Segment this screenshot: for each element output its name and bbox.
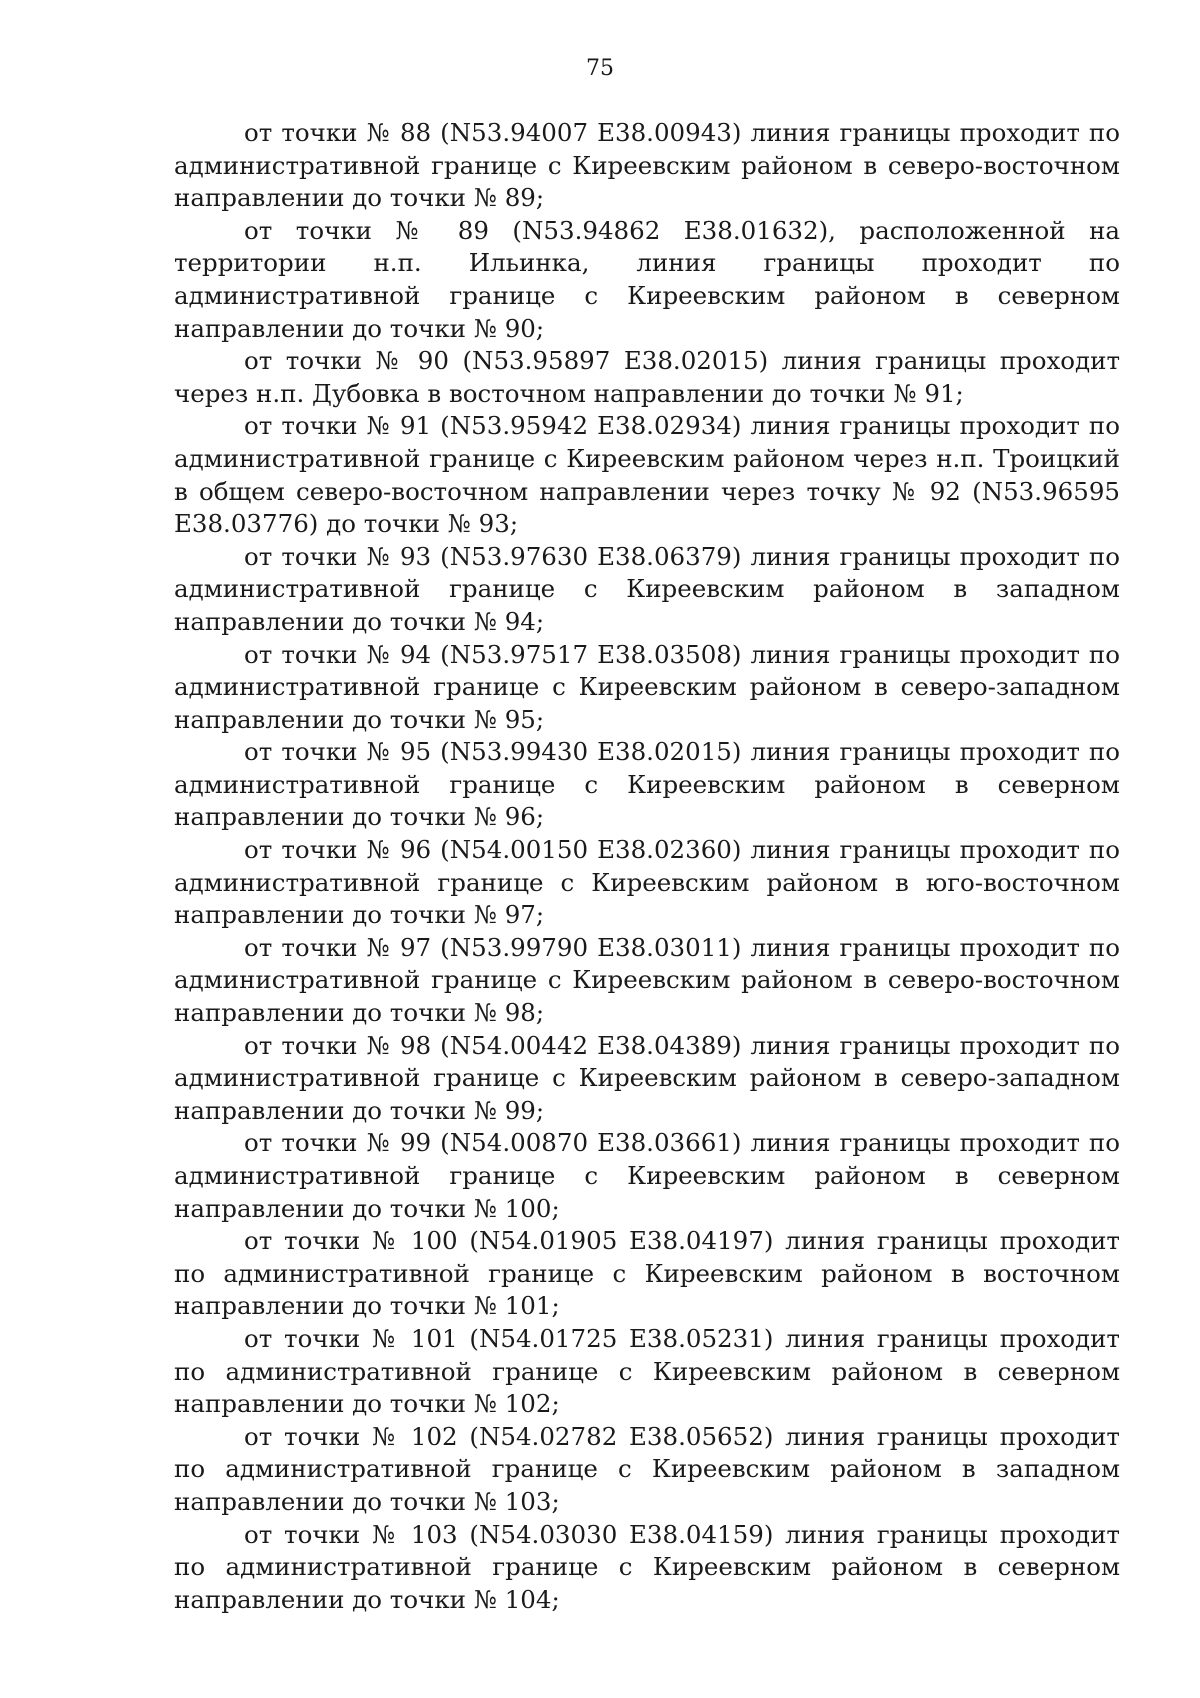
paragraph-point-98: от точки № 98 (N54.00442 E38.04389) линия границы проходит по административной границе с Киреевским районом в северо-западном направлении до точки № 99; bbox=[174, 1030, 1120, 1125]
paragraph-point-93: от точки № 93 (N53.97630 E38.06379) линия границы проходит по административной границе с Киреевским районом в западном направлении до точки № 94; bbox=[174, 541, 1120, 636]
paragraph-point-94: от точки № 94 (N53.97517 E38.03508) линия границы проходит по административной границе с Киреевским районом в северо-западном направлении до точки № 95; bbox=[174, 639, 1120, 734]
paragraph-point-90: от точки № 90 (N53.95897 E38.02015) линия границы проходит через н.п. Дубовка в восточном направлении до точки № 91; bbox=[174, 346, 1120, 408]
paragraph-point-103: от точки № 103 (N54.03030 E38.04159) линия границы проходит по административной границе с Киреевским районом в северном направлении до точки № 104; bbox=[174, 1519, 1120, 1614]
document-body bbox=[174, 117, 1120, 1616]
paragraph-point-101: от точки № 101 (N54.01725 E38.05231) линия границы проходит по административной границе с Киреевским районом в северном направлении до точки № 102; bbox=[174, 1323, 1120, 1419]
paragraph-point-99: от точки № 99 (N54.00870 E38.03661) линия границы проходит по административной границе с Киреевским районом в северном направлении до точки № 100; bbox=[174, 1128, 1120, 1223]
paragraph-point-91: от точки № 91 (N53.95942 E38.02934) линия границы проходит по административной границе с Киреевским районом через н.п. Троицкий в общем северо-восточном направлении через точку № 92 (N53.96595 E38.03776) до точки № 93; bbox=[174, 411, 1120, 539]
paragraph-point-96: от точки № 96 (N54.00150 E38.02360) линия границы проходит по административной границе с Киреевским районом в юго-восточном направлении до точки № 97; bbox=[174, 835, 1120, 930]
page-number: 75 bbox=[586, 56, 614, 81]
paragraph-point-95: от точки № 95 (N53.99430 E38.02015) линия границы проходит по административной границе с Киреевским районом в северном направлении до точки № 96; bbox=[174, 737, 1120, 832]
paragraph-point-97: от точки № 97 (N53.99790 E38.03011) линия границы проходит по административной границе с Киреевским районом в северо-восточном направлении до точки № 98; bbox=[174, 932, 1120, 1028]
paragraph-point-102: от точки № 102 (N54.02782 E38.05652) линия границы проходит по административной границе с Киреевским районом в западном направлении до точки № 103; bbox=[174, 1421, 1120, 1516]
paragraph-point-89: от точки № 89 (N53.94862 E38.01632), расположенной на территории н.п. Ильинка, линия границы проходит по административной границе с Киреевским районом в северном направлении до точки № 90; bbox=[174, 215, 1120, 343]
paragraph-point-100: от точки № 100 (N54.01905 E38.04197) линия границы проходит по административной границе с Киреевским районом в восточном направлении до точки № 101; bbox=[174, 1226, 1120, 1321]
paragraph-point-88: от точки № 88 (N53.94007 E38.00943) линия границы проходит по административной границе с Киреевским районом в северо-восточном направлении до точки № 89; bbox=[174, 118, 1120, 213]
